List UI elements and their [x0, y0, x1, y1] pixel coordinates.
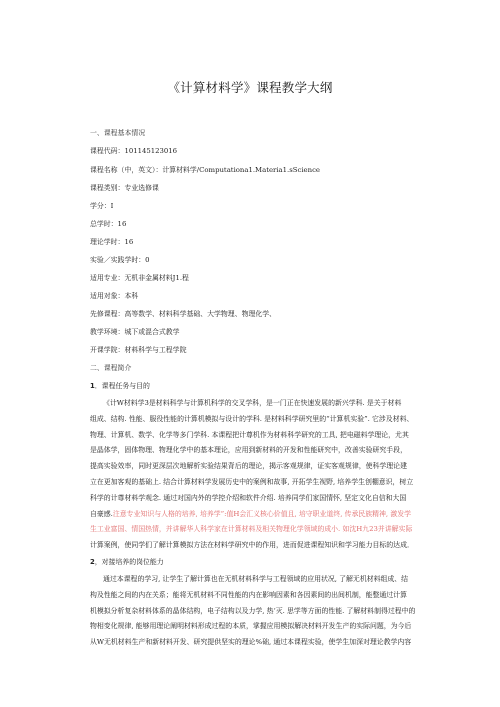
- highlight-text: 生工业富国、情国热情，并讲解华人科学家在计算材料及相关物理化学领域的成小. 如沈H九23并讲解实际: [90, 525, 413, 534]
- course-type: 课程类别：专业选修课: [90, 184, 159, 192]
- paragraph-line-highlighted: [90, 522, 415, 538]
- offering-college: 开课学院：材料科学与工程学院: [90, 346, 187, 354]
- paragraph-line-highlighted: [90, 507, 415, 523]
- paragraph-line: 构及性能之间的内在关系；能将无机材料不同性能的内在影响因素和各因素间的出间机制，能整通过计算: [90, 590, 407, 599]
- total-hours: 总学时：16: [90, 220, 127, 228]
- paragraph-line: 通过本课程的学习, 让学生了解计算也在无机材料科学与工程领域的应用状况, 了解无机材料组成、结: [103, 575, 409, 583]
- subsection-heading-abilities: [90, 558, 164, 567]
- subsection-title: ，对接培养的岗位能力: [94, 558, 164, 566]
- subsection-heading-task: [90, 382, 150, 391]
- lab-hours: 实验／实践学时：0: [90, 256, 150, 264]
- paragraph-line: 科学的计尊材料学观念. 通过对国内外的学控介绍和软件介绍. 培养同学们家国情怀, 坚定文化自信和大国: [90, 493, 407, 502]
- paragraph-line: 是晶体学，固体物理、物理化学中的基本理论，应用到新材料的开发和性能研究中，改善实验研究手段，: [90, 446, 407, 455]
- section-heading-course-intro: 二、课程简介: [90, 364, 132, 372]
- credits: 学分：I: [90, 202, 114, 210]
- section-heading-basic-info: 一、课程基本情况: [90, 129, 146, 137]
- applicable-major: 适用专业：无机非金属材料J1.程: [90, 274, 189, 282]
- paragraph-line: 物相变化规律, 能够用理论阐明材料形成过程的本质，掌握应用模拟解决材料开发生产的实际问题，为今后: [90, 622, 412, 631]
- paragraph-line: 机模拟分析复杂材料体系的晶体结构，电子结构以及力学, 热‘灭. 思学等方面的性能. 了解材料制得过程中的: [90, 606, 415, 615]
- document-title: 《计算材料学》课程教学大纲: [167, 80, 333, 95]
- paragraph-line: 立在更加客观的基础上. 结合计算材料学发展历史中的案例和故事, 开拓学生视野, 培养学生创棚意识，树立: [90, 477, 414, 486]
- paragraph-line: 物理、计算机、数学、化学等多门学科. 本课程把计尊机作为材料科学研究的工具, 把电磁料学理论，尤其: [90, 430, 409, 439]
- paragraph-line: 计算案例，使同学们了解计算模拟方法在材料学研究中的作用，进而促进课程知识和学习能力目标的达成．: [90, 541, 414, 550]
- audience: 适用对象：本科: [90, 292, 139, 300]
- subsection-number: 2: [90, 558, 95, 566]
- highlight-lead: 自豪感.: [90, 509, 113, 518]
- course-name: 课程名称（中，英文）：计算材料学/Computationa1.Materia1.sScience: [90, 166, 321, 174]
- paragraph-line: 组成、结构. 性能、服役性能的计算机模拟与设计的学科. 是材料科学研究里的“计算机实验”. 它涉及材料、: [90, 414, 414, 423]
- subsection-title: ．课程任务与目的: [94, 382, 150, 390]
- theory-hours: 理论学时：16: [90, 238, 134, 246]
- abilities-paragraph: [90, 572, 415, 651]
- prerequisites: 先修课程：高等数学、材料科学基础、大学物理、物理化学、: [90, 310, 277, 318]
- subsection-number: 1: [90, 382, 95, 390]
- course-task-paragraph: [90, 396, 415, 554]
- course-code-text: 课程代码：101145123016: [90, 147, 178, 155]
- paragraph-line: 《计W材料学3是材料科学与计算机科学的交叉学科，是一门正在快速发展的新兴学科. 是关于材料: [103, 399, 402, 407]
- paragraph-line: 从W无机材料生产和新材料开发、研究提供坚实的理论%础, 通过本课程实验，使学生加深对理论教学内容: [90, 638, 412, 647]
- paragraph-line: 提高实验效率，同时更深层次地解析实验结果背后的理论，揭示客观规律，证实客观规律，使科学理论建: [90, 462, 407, 471]
- course-code: [90, 147, 177, 156]
- teaching-mode: 教学环境：城下或混合式教学: [90, 328, 180, 336]
- highlight-text: 注意专业知识与人格的培养, 培养学”:值H会汇义核心价值且, 培守职业道终, 传承民族精神, 激发学: [112, 509, 411, 518]
